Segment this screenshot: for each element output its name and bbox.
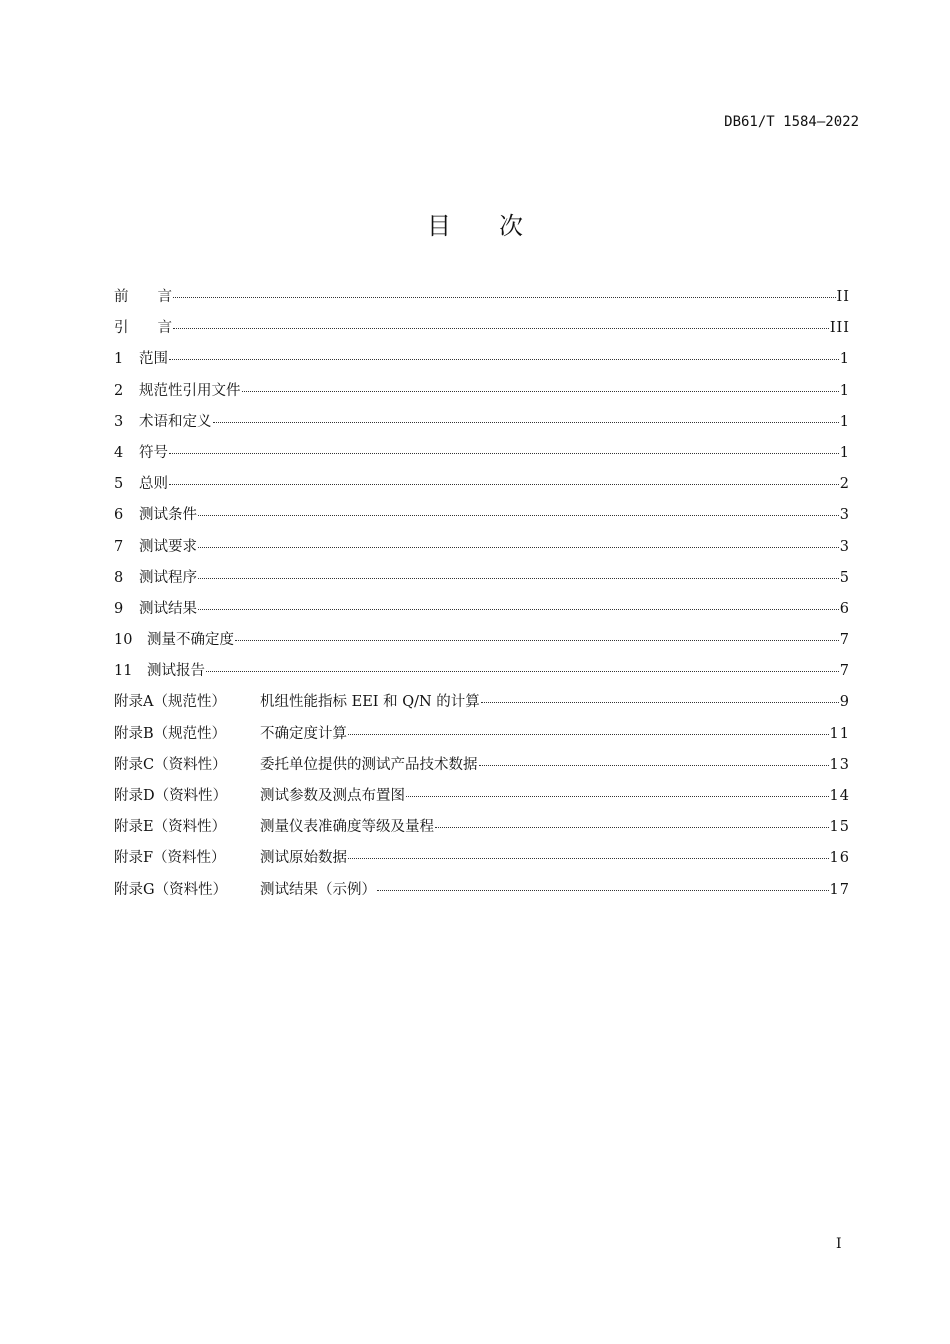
toc-entry-title: 测试要求 [139, 538, 197, 555]
toc-entry-number: 3 [114, 413, 124, 430]
toc-entry-page: 16 [829, 850, 850, 867]
toc-entry[interactable] [114, 660, 850, 691]
toc-entry-page: 6 [839, 600, 850, 617]
toc-entry-page: 1 [839, 351, 850, 368]
toc-entry-number: 2 [114, 382, 124, 399]
toc-entry-title: 测试程序 [139, 569, 197, 586]
toc-entry-page: 14 [829, 788, 850, 804]
dot-leader [206, 671, 839, 672]
toc-entry-number: 4 [114, 444, 124, 461]
toc-entry-number: 1 [114, 351, 124, 368]
toc-entry-number: 5 [114, 476, 124, 493]
toc-entry-title: 机组性能指标 EEI 和 Q/N 的计算 [260, 694, 480, 711]
toc-entry-number: 附录E（资料性） [114, 819, 227, 836]
toc-entry-page: 17 [829, 881, 850, 898]
toc-entry[interactable] [114, 754, 850, 785]
toc-entry[interactable] [114, 504, 850, 535]
toc-entry[interactable] [114, 536, 850, 567]
toc-entry-page: 1 [839, 444, 850, 461]
dot-leader [169, 359, 839, 360]
toc-entry[interactable] [114, 286, 850, 317]
toc-entry[interactable] [114, 411, 850, 442]
toc-entry-title: 引 言 [114, 320, 172, 337]
toc-entry-page: 3 [839, 538, 850, 555]
toc-entry-title: 测量仪表准确度等级及量程 [260, 819, 434, 836]
toc-entry[interactable] [114, 473, 850, 504]
toc-entry[interactable] [114, 723, 850, 754]
toc-entry[interactable] [114, 598, 850, 629]
dot-leader [242, 391, 839, 392]
dot-leader [173, 328, 829, 329]
toc-entry-title: 符号 [139, 444, 168, 461]
page-number: I [836, 1236, 842, 1252]
dot-leader [213, 422, 839, 423]
dot-leader [169, 453, 839, 454]
toc-entry-number: 7 [114, 538, 124, 555]
toc-entry-title: 不确定度计算 [260, 725, 347, 742]
toc-entry[interactable] [114, 567, 850, 598]
toc-entry-title: 总则 [139, 476, 168, 493]
toc-entry-number: 附录D（资料性） [114, 788, 228, 804]
toc-entry-page: 7 [839, 632, 850, 649]
toc-entry-title: 测试原始数据 [260, 850, 347, 867]
toc-entry-number: 附录F（资料性） [114, 850, 226, 867]
toc-entry-number: 附录A（规范性） [114, 694, 226, 711]
dot-leader [348, 734, 829, 735]
toc-entry-page: 2 [839, 476, 850, 493]
toc-entry[interactable] [114, 380, 850, 411]
toc-entry-title: 规范性引用文件 [139, 382, 241, 399]
table-of-contents [114, 286, 850, 910]
dot-leader [348, 858, 829, 859]
toc-entry[interactable] [114, 629, 850, 660]
toc-entry-page: II [836, 289, 850, 305]
toc-entry-title: 前 言 [114, 289, 172, 305]
toc-entry-page: 3 [839, 507, 850, 524]
toc-entry-number: 9 [114, 600, 124, 617]
toc-entry[interactable] [114, 879, 850, 910]
toc-entry-page: 9 [839, 694, 850, 711]
toc-entry-title: 测试参数及测点布置图 [260, 788, 405, 804]
toc-entry-number: 6 [114, 507, 124, 524]
toc-entry-title: 测试结果 [139, 600, 197, 617]
toc-entry-title: 测试报告 [147, 663, 205, 680]
dot-leader [198, 609, 839, 610]
dot-leader [406, 796, 829, 797]
dot-leader [377, 890, 829, 891]
toc-entry-page: 11 [829, 725, 850, 742]
toc-entry-page: 13 [829, 756, 850, 773]
toc-entry-page: 7 [839, 663, 850, 680]
toc-entry[interactable] [114, 317, 850, 348]
toc-entry-number: 10 [114, 632, 133, 649]
page-title: 目次 [427, 212, 571, 240]
dot-leader [479, 765, 829, 766]
toc-entry-page: 5 [839, 569, 850, 586]
toc-entry[interactable] [114, 847, 850, 878]
document-number: DB61/T 1584—2022 [724, 114, 859, 130]
dot-leader [198, 547, 839, 548]
toc-entry-page: III [829, 320, 850, 337]
toc-entry-page: 1 [839, 382, 850, 399]
dot-leader [169, 484, 839, 485]
toc-entry-page: 1 [839, 413, 850, 430]
toc-entry-number: 附录G（资料性） [114, 881, 228, 898]
toc-entry[interactable] [114, 816, 850, 847]
toc-entry[interactable] [114, 691, 850, 722]
toc-entry-title: 测试条件 [139, 507, 197, 524]
toc-entry-title: 委托单位提供的测试产品技术数据 [260, 756, 478, 773]
toc-entry[interactable] [114, 785, 850, 816]
toc-entry-title: 测量不确定度 [147, 632, 234, 649]
toc-entry-title: 范围 [139, 351, 168, 368]
toc-entry-number: 附录B（规范性） [114, 725, 227, 742]
dot-leader [198, 578, 839, 579]
toc-entry-title: 术语和定义 [139, 413, 212, 430]
toc-entry-number: 11 [114, 663, 133, 680]
toc-entry-page: 15 [829, 819, 850, 836]
toc-entry[interactable] [114, 442, 850, 473]
toc-entry[interactable] [114, 348, 850, 379]
dot-leader [235, 640, 839, 641]
dot-leader [198, 515, 839, 516]
dot-leader [173, 297, 836, 298]
toc-entry-number: 附录C（资料性） [114, 756, 227, 773]
dot-leader [481, 702, 839, 703]
toc-entry-number: 8 [114, 569, 124, 586]
dot-leader [435, 827, 829, 828]
toc-entry-title: 测试结果（示例） [260, 881, 376, 898]
